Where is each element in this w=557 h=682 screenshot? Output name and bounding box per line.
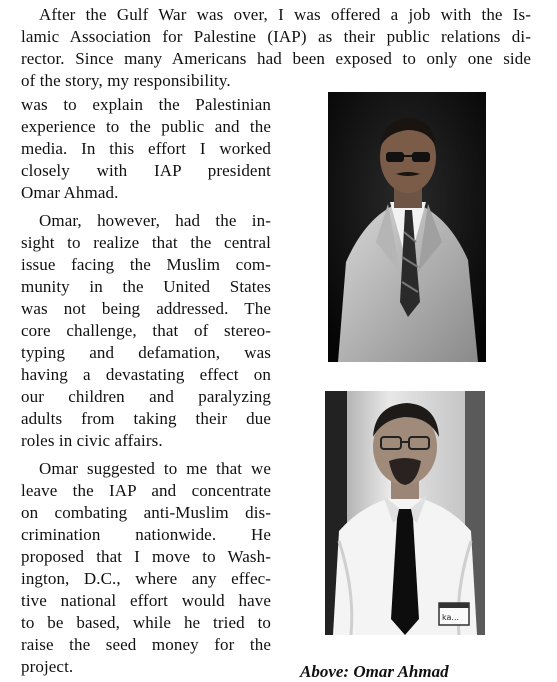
photo-omar-ahmad — [328, 92, 486, 362]
para3-line: ington, D.C., where any effec- — [21, 569, 271, 588]
para2-line: Omar, however, had the in- — [39, 211, 271, 230]
para2-line: was not being addressed. The — [21, 299, 271, 318]
para3-line: on combating anti-Muslim dis- — [21, 503, 271, 522]
para2-line: roles in civic affairs. — [21, 431, 163, 450]
photo-caption: Above: Omar Ahmad — [300, 662, 449, 681]
para1-line: closely with IAP president — [21, 161, 271, 180]
badge-text: ka... — [442, 613, 460, 622]
photo-author — [325, 391, 485, 635]
para2-line: sight to realize that the central — [21, 233, 271, 252]
para3-line: crimination nationwide. He — [21, 525, 271, 544]
para3-line: leave the IAP and concentrate — [21, 481, 271, 500]
para2-line: munity in the United States — [21, 277, 271, 296]
para2-line: typing and defamation, was — [21, 343, 271, 362]
para2-line: adults from taking their due — [21, 409, 271, 428]
para2-line: issue facing the Muslim com- — [21, 255, 271, 274]
intro-line: of the story, my responsibility. — [21, 71, 231, 90]
para3-line: raise the seed money for the — [21, 635, 271, 654]
para1-line: Omar Ahmad. — [21, 183, 119, 202]
intro-line: After the Gulf War was over, I was offered a job with the Is- — [39, 5, 531, 24]
para3-line: to be based, while he tried to — [21, 613, 271, 632]
para2-line: our children and paralyzing — [21, 387, 271, 406]
para1-line: media. In this effort I worked — [21, 139, 271, 158]
para3-line: proposed that I move to Wash- — [21, 547, 271, 566]
portrait-illustration — [328, 92, 486, 362]
para3-line: project. — [21, 657, 74, 676]
portrait-illustration — [325, 391, 485, 635]
para1-line: experience to the public and the — [21, 117, 271, 136]
para2-line: having a devastating effect on — [21, 365, 271, 384]
para1-line: was to explain the Palestinian — [21, 95, 271, 114]
intro-line: lamic Association for Palestine (IAP) as their public relations di- — [21, 27, 531, 46]
para2-line: core challenge, that of stereo- — [21, 321, 271, 340]
para3-line: Omar suggested to me that we — [39, 459, 271, 478]
para3-line: tive national effort would have — [21, 591, 271, 610]
intro-line: rector. Since many Americans had been exposed to only one side — [21, 49, 531, 68]
